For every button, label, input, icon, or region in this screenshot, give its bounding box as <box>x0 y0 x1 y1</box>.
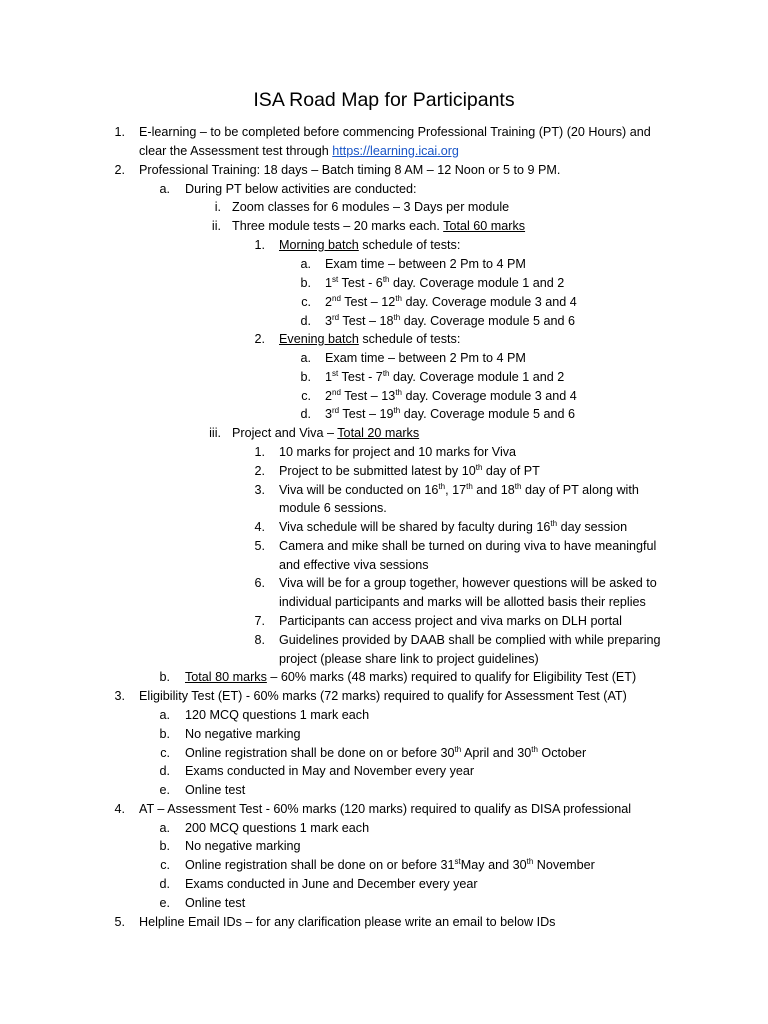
list-marker: b. <box>159 670 170 684</box>
list-marker: 5. <box>114 915 125 929</box>
list-marker: c. <box>301 295 311 309</box>
list-text: Test – 19 <box>339 407 394 421</box>
list-text: Test – 13 <box>340 389 396 403</box>
list-text: Participants can access project and viva marks on DLH portal <box>279 614 622 628</box>
ordinal-suffix: th <box>438 481 446 491</box>
list-text: Project and Viva – <box>232 426 338 440</box>
list-text: Test - 7 <box>338 370 383 384</box>
list-marker: d. <box>300 314 311 328</box>
list-text: Viva will be for a group together, however questions will be asked to <box>279 576 657 590</box>
list-text: Three module tests – 20 marks each. <box>232 219 444 233</box>
list-text: day. Coverage module 1 and 2 <box>389 370 565 384</box>
ordinal-suffix: th <box>531 744 538 754</box>
list-marker: 6. <box>254 576 265 590</box>
list-item-continuation <box>279 650 539 669</box>
ordinal-suffix: th <box>454 744 462 754</box>
list-marker: 4. <box>114 802 125 816</box>
list-text: day. Coverage module 3 and 4 <box>401 389 577 403</box>
list-marker: ii. <box>211 219 221 233</box>
list-text: 10 marks for project and 10 marks for Viva <box>279 445 517 459</box>
list-text: and 18 <box>472 483 515 497</box>
list-text: Online registration shall be done on or before 31 <box>185 858 455 872</box>
list-text: schedule of tests: <box>358 332 461 346</box>
page-title: ISA Road Map for Participants <box>253 89 515 111</box>
list-text: day of PT <box>482 464 540 478</box>
list-text: 3 <box>325 407 333 421</box>
list-marker: 7. <box>254 614 265 628</box>
list-item-continuation <box>279 556 429 575</box>
list-item-continuation <box>139 142 459 161</box>
list-text: Viva will be conducted on 16 <box>279 483 439 497</box>
list-marker: 4. <box>254 520 265 534</box>
list-text: 120 MCQ questions 1 mark each <box>185 708 370 722</box>
list-marker: iii. <box>209 426 221 440</box>
underlined-text: Morning batch <box>279 238 359 252</box>
list-marker: e. <box>159 783 170 797</box>
list-text: project (please share link to project guidelines) <box>279 652 539 666</box>
list-text: Online test <box>185 896 246 910</box>
ordinal-suffix: th <box>382 368 390 378</box>
list-text: No negative marking <box>185 839 301 853</box>
list-text: Online registration shall be done on or before 30 <box>185 746 455 760</box>
list-marker: 8. <box>254 633 265 647</box>
list-marker: a. <box>300 351 311 365</box>
list-marker: 1. <box>254 238 265 252</box>
list-text: module 6 sessions. <box>279 501 387 515</box>
list-marker: d. <box>159 877 170 891</box>
ordinal-suffix: st <box>454 856 461 866</box>
list-marker: c. <box>160 746 170 760</box>
ordinal-suffix: th <box>393 312 401 322</box>
list-marker: 3. <box>254 483 265 497</box>
ordinal-suffix: th <box>395 293 402 303</box>
list-marker: e. <box>159 896 170 910</box>
ordinal-suffix: th <box>382 274 390 284</box>
list-text: day session <box>557 520 628 534</box>
list-marker: 2. <box>114 163 125 177</box>
list-text: schedule of tests: <box>358 238 461 252</box>
list-text: AT – Assessment Test - 60% marks (120 marks) required to qualify as DISA professional <box>139 802 632 816</box>
ordinal-suffix: th <box>526 856 534 866</box>
list-text: Camera and mike shall be turned on during viva to have meaningful <box>279 539 657 553</box>
list-text: Exam time – between 2 Pm to 4 PM <box>325 351 526 365</box>
ordinal-suffix: rd <box>332 312 340 322</box>
list-text: 1 <box>325 276 333 290</box>
underlined-text: Total 80 marks <box>185 670 267 684</box>
list-marker: 2. <box>254 332 265 346</box>
list-text: Project to be submitted latest by 10 <box>279 464 476 478</box>
list-marker: 1. <box>254 445 265 459</box>
list-marker: d. <box>159 764 170 778</box>
list-text: During PT below activities are conducted: <box>185 182 417 196</box>
ordinal-suffix: th <box>395 387 402 397</box>
list-text: day. Coverage module 5 and 6 <box>400 407 575 421</box>
list-marker: c. <box>160 858 170 872</box>
list-text: Helpline Email IDs – for any clarification please write an email to below IDs <box>139 915 556 929</box>
list-text: day. Coverage module 1 and 2 <box>389 276 565 290</box>
list-item-continuation <box>279 593 646 612</box>
list-marker: i. <box>214 200 221 214</box>
list-text: day of PT along with <box>521 483 639 497</box>
ordinal-suffix: th <box>466 481 473 491</box>
list-text: Guidelines provided by DAAB shall be complied with while preparing <box>279 633 661 647</box>
list-text: E-learning – to be completed before commencing Professional Training (PT) (20 Hours) and <box>139 125 651 139</box>
list-text: Professional Training: 18 days – Batch timing 8 AM – 12 Noon or 5 to 9 PM. <box>139 163 561 177</box>
list-marker: c. <box>301 389 311 403</box>
ordinal-suffix: th <box>475 462 483 472</box>
list-marker: 2. <box>254 464 265 478</box>
elearning-link[interactable]: https://learning.icai.org <box>332 144 459 158</box>
list-text: Test – 12 <box>340 295 396 309</box>
list-marker: a. <box>159 821 170 835</box>
list-marker: a. <box>159 708 170 722</box>
underlined-text: Evening batch <box>279 332 359 346</box>
ordinal-suffix: nd <box>332 387 341 397</box>
list-item-continuation <box>279 499 387 518</box>
list-marker: b. <box>159 727 170 741</box>
list-text: Exam time – between 2 Pm to 4 PM <box>325 257 526 271</box>
list-text: November <box>533 858 595 872</box>
list-text: Exams conducted in June and December every year <box>185 877 478 891</box>
list-text: – 60% marks (48 marks) required to qualify for Eligibility Test (ET) <box>266 670 637 684</box>
list-text: day. Coverage module 3 and 4 <box>401 295 577 309</box>
list-text: Exams conducted in May and November every year <box>185 764 475 778</box>
ordinal-suffix: rd <box>332 405 340 415</box>
ordinal-suffix: th <box>550 518 558 528</box>
list-marker: b. <box>300 370 311 384</box>
list-marker: a. <box>300 257 311 271</box>
ordinal-suffix: nd <box>332 293 341 303</box>
list-marker: 1. <box>114 125 125 139</box>
ordinal-suffix: th <box>514 481 522 491</box>
list-text: , 17 <box>445 483 467 497</box>
list-text: Test - 6 <box>338 276 383 290</box>
ordinal-suffix: th <box>393 405 401 415</box>
list-text: 3 <box>325 314 333 328</box>
list-text: 200 MCQ questions 1 mark each <box>185 821 370 835</box>
list-text: 1 <box>325 370 333 384</box>
list-text: October <box>537 746 587 760</box>
list-text: Eligibility Test (ET) - 60% marks (72 marks) required to qualify for Assessment Test (AT) <box>139 689 627 703</box>
underlined-text: Total 60 marks <box>443 219 526 233</box>
list-text: Zoom classes for 6 modules – 3 Days per module <box>232 200 510 214</box>
underlined-text: Total 20 marks <box>337 426 420 440</box>
list-text: 2 <box>325 295 333 309</box>
list-text: May and 30 <box>460 858 527 872</box>
list-text: No negative marking <box>185 727 301 741</box>
list-text: Test – 18 <box>339 314 394 328</box>
list-marker: 3. <box>114 689 125 703</box>
list-marker: a. <box>159 182 170 196</box>
list-text: 2 <box>325 389 333 403</box>
list-text: Viva schedule will be shared by faculty during 16 <box>279 520 551 534</box>
list-text: individual participants and marks will be allotted basis their replies <box>279 595 646 609</box>
list-text: clear the Assessment test through <box>139 144 333 158</box>
list-text: Online test <box>185 783 246 797</box>
list-marker: b. <box>300 276 311 290</box>
ordinal-suffix: st <box>332 368 339 378</box>
list-marker: b. <box>159 839 170 853</box>
ordinal-suffix: st <box>332 274 339 284</box>
list-text: April and 30 <box>461 746 532 760</box>
list-marker: 5. <box>254 539 265 553</box>
list-text: day. Coverage module 5 and 6 <box>400 314 575 328</box>
list-marker: d. <box>300 407 311 421</box>
list-text: and effective viva sessions <box>279 558 429 572</box>
